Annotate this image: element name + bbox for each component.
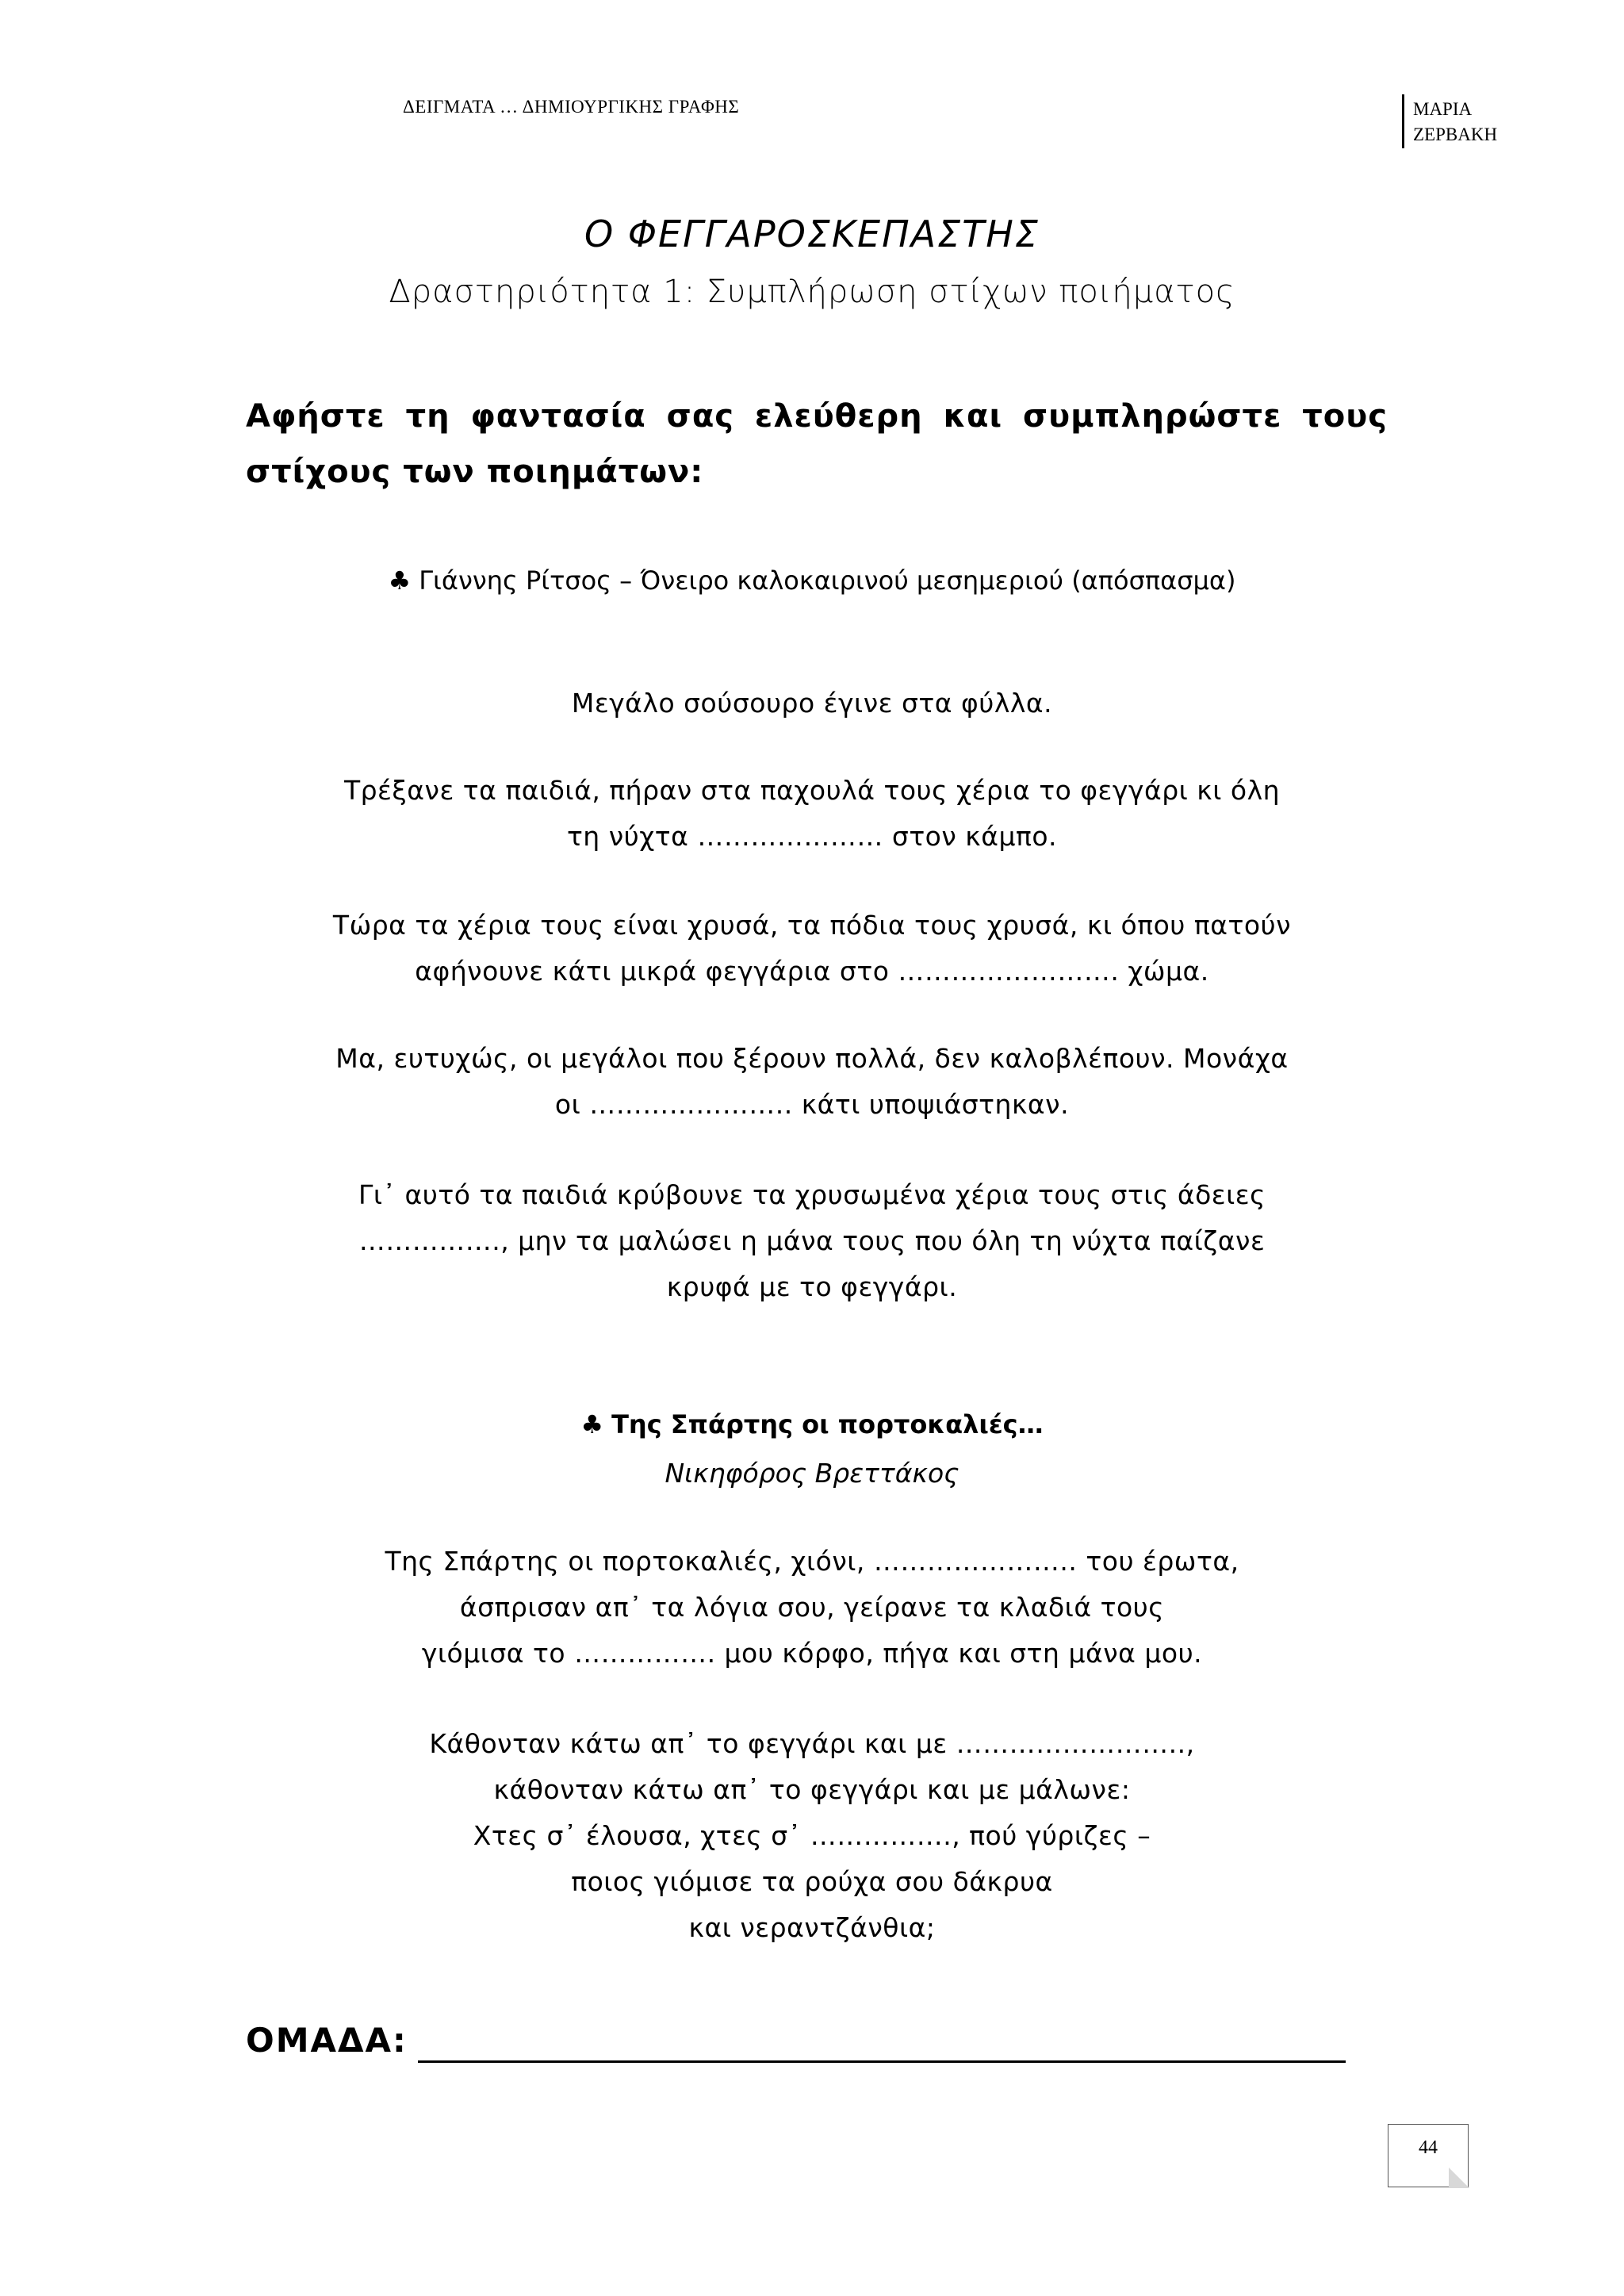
poem1-heading-text: Γιάννης Ρίτσος – Όνειρο καλοκαιρινού μεσημεριού (απόσπασμα) [419,565,1236,596]
poem-line: κρυφά με το φεγγάρι. [666,1271,958,1302]
poem-line: και νεραντζάνθια; [688,1912,936,1943]
poem1-stanza-2 [0,768,1624,860]
poem-line: άσπρισαν απ᾽ τα λόγια σου, γείρανε τα κλαδιά τους [459,1592,1165,1623]
poem-line: κάθονταν κάτω απ᾽ το φεγγάρι και με μάλωνε: [493,1774,1131,1805]
poem1-stanza-4 [0,1036,1624,1128]
page-header-left: ΔΕΙΓΜΑΤΑ … ΔΗΜΙΟΥΡΓΙΚΗΣ ΓΡΑΦΗΣ [403,97,740,117]
author-last-name: ΖΕΡΒΑΚΗ [1413,125,1498,144]
poem2-stanza-1 [0,1539,1624,1677]
poem-line: Μεγάλο σούσουρο έγινε στα φύλλα. [571,688,1053,719]
poem-line: τη νύχτα ………………… στον κάμπο. [566,821,1058,852]
club-icon: ♣ [580,1409,604,1439]
page-header-right [1413,97,1497,148]
poem-line: αφήνουνε κάτι μικρά φεγγάρια στο ……………………. χώμα. [415,956,1209,987]
poem1-stanza-1 [0,680,1624,726]
poem-line: ……………., μην τα μαλώσει η μάνα τους που όλη τη νύχτα παίζανε [358,1225,1266,1256]
page-number: 44 [1419,2137,1438,2158]
poem2-heading [0,1409,1624,1439]
poem-line: ποιος γιόμισε τα ρούχα σου δάκρυα [571,1866,1053,1897]
author-first-name: ΜΑΡΙΑ [1413,99,1473,119]
team-name-line[interactable] [418,2060,1346,2063]
poem-line: Χτες σ᾽ έλουσα, χτες σ᾽ ……………., πού γύριζες – [473,1820,1151,1851]
poem1-heading [0,565,1624,596]
poem2-stanza-2 [0,1721,1624,1951]
document-subtitle: Δραστηριότητα 1: Συμπλήρωση στίχων ποιήματος [389,274,1235,310]
instruction-text: Αφήστε τη φαντασία σας ελεύθερη και συμπληρώστε τους στίχους των ποιημάτων: [246,398,1388,490]
club-icon: ♣ [388,565,412,596]
poem-line: οι ………………….. κάτι υποψιάστηκαν. [554,1089,1070,1120]
page-number-box [1388,2124,1469,2187]
poem-line: Κάθονταν κάτω απ᾽ το φεγγάρι και με …………………….., [429,1728,1195,1759]
poem-line: Τώρα τα χέρια τους είναι χρυσά, τα πόδια τους χρυσά, κι όπου πατούν [332,910,1292,941]
header-divider [1402,94,1404,148]
poem1-stanza-5 [0,1172,1624,1310]
poem-line: Γι᾽ αυτό τα παιδιά κρύβουνε τα χρυσωμένα χέρια τους στις άδειες [358,1179,1266,1210]
poem1-stanza-3 [0,903,1624,995]
poem-line: Μα, ευτυχώς, οι μεγάλοι που ξέρουν πολλά, δεν καλοβλέπουν. Μονάχα [335,1043,1289,1074]
team-label: ΟΜΑΔΑ: [246,2021,408,2060]
page-curl-icon [1449,2168,1469,2188]
poem-line: Τρέξανε τα παιδιά, πήραν στα παχουλά τους χέρια το φεγγάρι κι όλη [343,775,1281,806]
document-title: Ο ΦΕΓΓΑΡΟΣΚΕΠΑΣΤΗΣ [584,213,1040,255]
poem-line: Της Σπάρτης οι πορτοκαλιές, χιόνι, ………………….. του έρωτα, [385,1546,1239,1577]
poem2-heading-text: Της Σπάρτης οι πορτοκαλιές… [611,1409,1044,1439]
poem2-author: Νικηφόρος Βρεττάκος [665,1458,959,1489]
poem-line: γιόμισα το ……………. μου κόρφο, πήγα και στη μάνα μου. [421,1638,1203,1669]
